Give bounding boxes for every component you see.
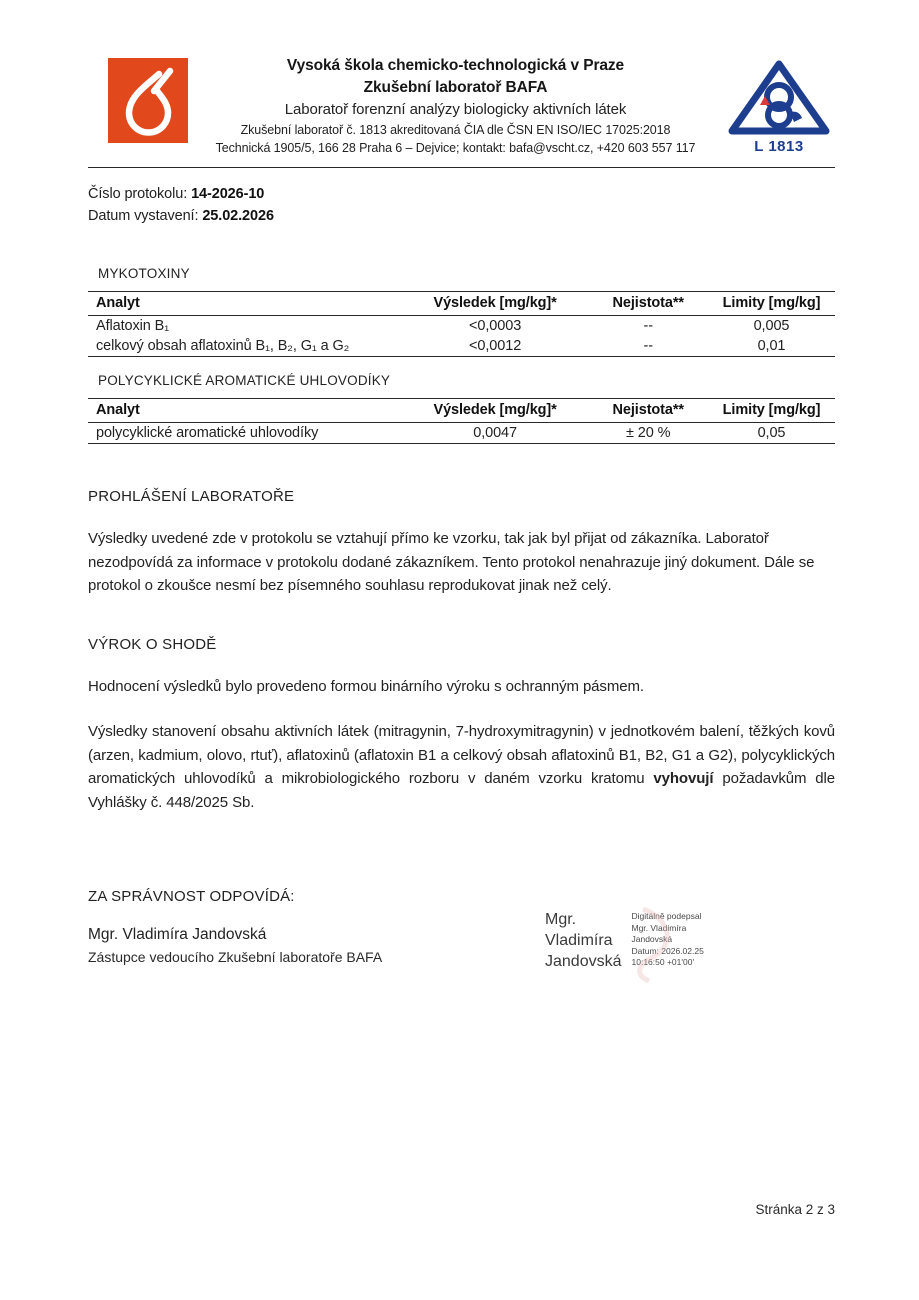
header-text (188, 55, 723, 157)
verdict-body-2-bold: vyhovují (653, 770, 714, 787)
table-row (88, 316, 835, 337)
digital-detail-line: Datum: 2026.02.25 (631, 945, 704, 956)
digital-detail-line: Digitálně podepsal (631, 911, 702, 921)
protocol-number-value: 14-2026-10 (191, 186, 265, 202)
digital-signature-name (545, 909, 622, 972)
digital-name-line: Mgr. (545, 911, 577, 928)
cell-vysledek: 0,0047 (473, 425, 517, 441)
cell-limity: 0,005 (753, 318, 790, 334)
protocol-number-label: Číslo protokolu: (88, 186, 192, 202)
verdict-body-2-part2: požadavkům dle Vyhlášky č. 448/2025 Sb. (88, 770, 835, 811)
verdict-body-1: Hodnocení výsledků bylo provedeno formou binárního výroku s ochranným pásmem. (88, 677, 644, 695)
digital-name-line: Vladimíra (545, 932, 613, 949)
issue-date-line (88, 205, 835, 227)
issue-date-label: Datum vystavení: (88, 208, 203, 224)
column-header-analyt: Analyt (88, 292, 402, 316)
table-row (88, 336, 835, 357)
cell-analyt: celkový obsah aflatoxinů B₁, B₂, G₁ a G₂ (96, 338, 350, 354)
cell-analyt: Aflatoxin B₁ (96, 318, 170, 334)
digital-detail-line: Mgr. Vladimíra (631, 922, 687, 933)
protocol-number-line (88, 183, 835, 205)
section-label-mykotoxiny: MYKOTOXINY (98, 266, 190, 281)
laboratory-subtitle: Laboratoř forenzní analýzy biologicky aktivních látek (284, 101, 627, 118)
cell-limity: 0,05 (757, 425, 786, 441)
protocol-meta (88, 183, 835, 227)
laboratory-name: Zkušební laboratoř BAFA (363, 79, 548, 96)
accreditation-number: L 1813 (754, 138, 804, 155)
verdict-body-2 (88, 720, 835, 814)
responsibility-heading: ZA SPRÁVNOST ODPOVÍDÁ: (88, 888, 295, 905)
institution-name: Vysoká škola chemicko-technologická v Praze (286, 57, 625, 74)
vscht-logo-icon (108, 58, 188, 143)
accreditation-line: Zkušební laboratoř č. 1813 akreditovaná ČIA dle ČSN EN ISO/IEC 17025:2018 (240, 123, 671, 137)
signer-role: Zástupce vedoucího Zkušební laboratoře BAFA (88, 949, 383, 965)
cell-vysledek: <0,0003 (469, 318, 522, 334)
column-header-analyt: Analyt (88, 399, 402, 423)
verdict-title: VÝROK O SHODĚ (88, 635, 217, 653)
pau-table (88, 398, 835, 444)
cell-nejistota: -- (643, 318, 653, 334)
column-header-vysledek: Výsledek [mg/kg]* (402, 399, 589, 423)
cell-limity: 0,01 (757, 338, 786, 354)
issue-date-value: 25.02.2026 (202, 208, 274, 224)
signer-name: Mgr. Vladimíra Jandovská (88, 926, 267, 943)
cell-vysledek: <0,0012 (469, 338, 522, 354)
digital-signature-details (632, 909, 704, 972)
page-number: Stránka 2 z 3 (755, 1202, 835, 1217)
cell-nejistota: -- (643, 338, 653, 354)
section-label-pau: POLYCYKLICKÉ AROMATICKÉ UHLOVODÍKY (98, 373, 391, 388)
column-header-nejistota: Nejistota** (588, 292, 708, 316)
header-divider (88, 167, 835, 168)
digital-signature (545, 909, 775, 972)
column-header-vysledek: Výsledek [mg/kg]* (402, 292, 589, 316)
table-header-row (88, 292, 835, 316)
declaration-title: PROHLÁŠENÍ LABORATOŘE (88, 488, 295, 505)
contact-line: Technická 1905/5, 166 28 Praha 6 – Dejvice; kontakt: bafa@vscht.cz, +420 603 557 117 (215, 141, 696, 155)
digital-detail-line: Jandovská (631, 934, 673, 944)
digital-name-line: Jandovská (545, 953, 622, 970)
document-header (88, 55, 835, 157)
column-header-limity: Limity [mg/kg] (708, 292, 835, 316)
cell-nejistota: ± 20 % (626, 425, 671, 441)
digital-detail-line: 10:16:50 +01'00' (631, 957, 695, 967)
column-header-limity: Limity [mg/kg] (708, 399, 835, 423)
cia-accreditation-logo-icon (723, 57, 835, 155)
verdict-body-2-part1: Výsledky stanovení obsahu aktivních látek (mitragynin, 7-hydroxymitragynin) v jednotkovém balení, těžkých kovů (arzen, kadmium, olovo, rtuť), aflatoxinů (aflatoxin B1 a celkový obsah aflatoxinů B1, B2, G1 a G2), polycyklických aromatických uhlovodíků a mikrobiologického rozboru v daném vzorku kratomu (88, 723, 835, 787)
column-header-nejistota: Nejistota** (588, 399, 708, 423)
cell-analyt: polycyklické aromatické uhlovodíky (96, 425, 319, 441)
declaration-body: Výsledky uvedené zde v protokolu se vztahují přímo ke vzorku, tak jak byl přijat od zákazníka. Laboratoř nezodpovídá za informace v protokolu dodané zákazníkem. Tento protokol nenahrazuje jiný dokument. Dále se protokol o zkoušce nesmí bez písemného souhlasu reprodukovat jinak než celý. (88, 530, 815, 594)
table-row (88, 423, 835, 444)
signature-row (88, 911, 835, 1013)
mykotoxiny-table (88, 291, 835, 357)
table-header-row (88, 399, 835, 423)
